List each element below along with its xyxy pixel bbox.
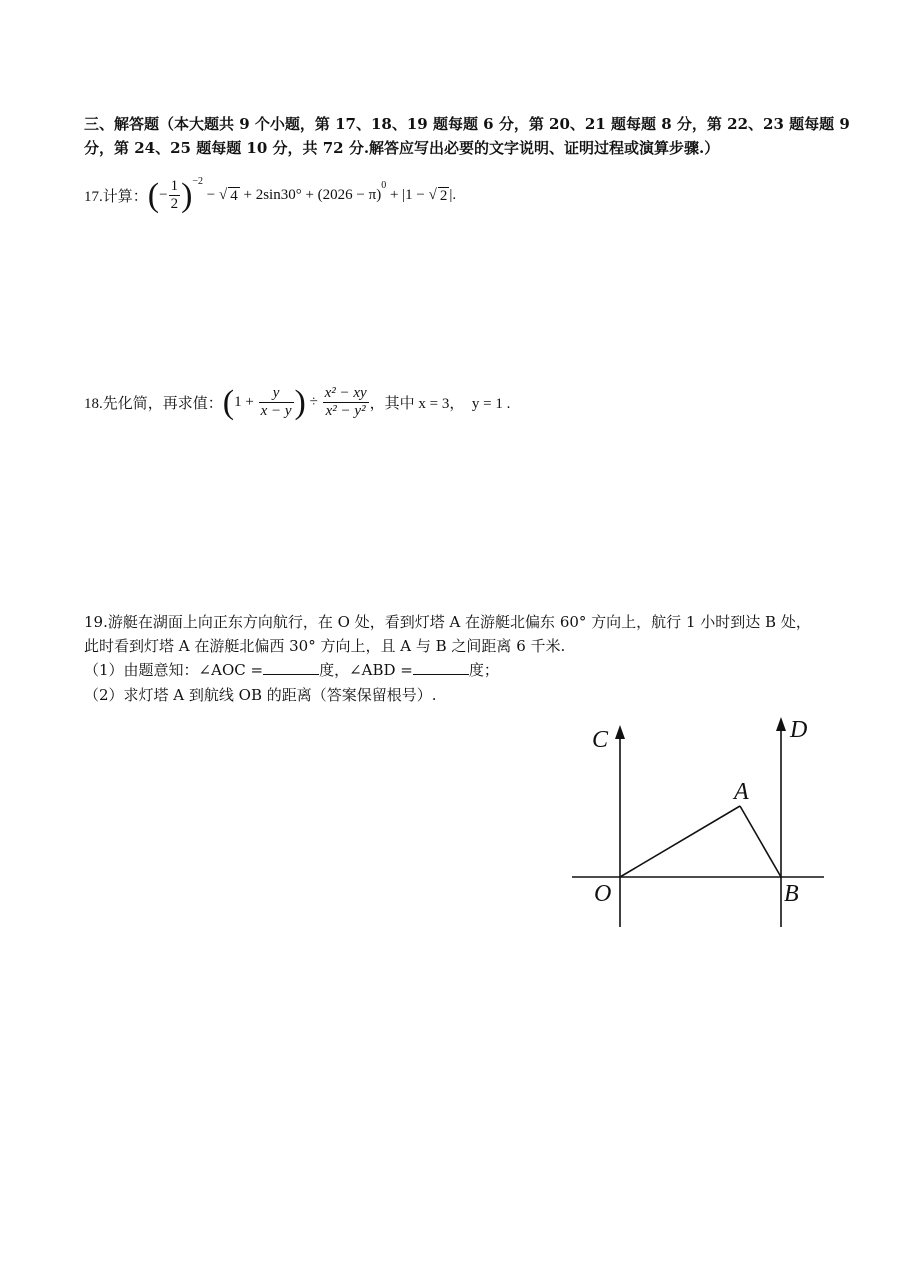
q17-minus: − xyxy=(159,187,168,204)
q18-fraction-1: $\frac{y}{x - y}$ xyxy=(260,385,292,420)
q17-sqrt2: 2 xyxy=(439,187,448,204)
geometry-figure xyxy=(560,705,840,940)
q19-part2: （2）求灯塔 A 到航线 OB 的距离（答案保留根号）. xyxy=(84,686,437,704)
q17-exponent-neg2: −2 xyxy=(192,176,204,187)
q17-half-fraction: $\frac{1}{2}$ xyxy=(170,178,179,213)
question-18: 18.先化简，再求值： ( 1 + $\frac{y}{x - y}$ ) ÷ $\frac{\text{x² − xy}}{\text{x² − y²}}$ ，其中 x = 3， y = 1 . xyxy=(84,383,511,421)
section-header-line2: 分，第 24、25 题每题 10 分，共 72 分.解答应写出必要的文字说明、证明过程或演算步骤.） xyxy=(84,139,720,157)
q18-given-values: ，其中 x = 3， y = 1 . xyxy=(369,396,511,413)
label-a: A xyxy=(734,779,749,805)
label-d: D xyxy=(790,717,808,743)
arrow-d-icon xyxy=(776,717,786,731)
question-17: 17.计算： ( − $\frac{1}{2}$ ) $^{-2}$ − √ 4 + 2sin30° + (2026 − π) $^0$ + |1 − √ 2 |. xyxy=(84,176,457,214)
label-o: O xyxy=(594,881,612,907)
label-b: B xyxy=(784,881,799,907)
q17-exponent-0: 0 xyxy=(381,180,387,191)
q17-sqrt4: 4 xyxy=(230,187,238,204)
line-ab xyxy=(740,806,781,877)
q17-sin-term: + 2sin30° + xyxy=(239,187,318,204)
q18-fraction-2: $\frac{\text{x² − xy}}{\text{x² − y²}}$ xyxy=(324,385,367,420)
q17-2026-term: (2026 − π) xyxy=(317,187,382,204)
q18-label: 18.先化简，再求值： xyxy=(84,396,223,413)
label-c: C xyxy=(592,727,609,753)
q17-label: 17.计算： xyxy=(84,189,148,206)
q19-line1: 19.游艇在湖面上向正东方向航行，在 O 处，看到灯塔 A 在游艇北偏东 60° 方向上，航行 1 小时到达 B 处， xyxy=(84,613,811,631)
q19-part1: （1）由题意知：∠AOC = 度，∠ABD = 度； xyxy=(84,661,499,679)
q19-line2: 此时看到灯塔 A 在游艇北偏西 30° 方向上，且 A 与 B 之间距离 6 千米. xyxy=(84,637,566,655)
answer-blank-aoc[interactable] xyxy=(263,660,319,675)
line-oa xyxy=(620,806,740,877)
arrow-c-icon xyxy=(615,725,625,739)
section-header-line1: 三、解答题（本大题共 9 个小题，第 17、18、19 题每题 6 分，第 20、21 题每题 8 分，第 22、23 题每题 9 xyxy=(84,115,850,133)
answer-blank-abd[interactable] xyxy=(413,660,469,675)
